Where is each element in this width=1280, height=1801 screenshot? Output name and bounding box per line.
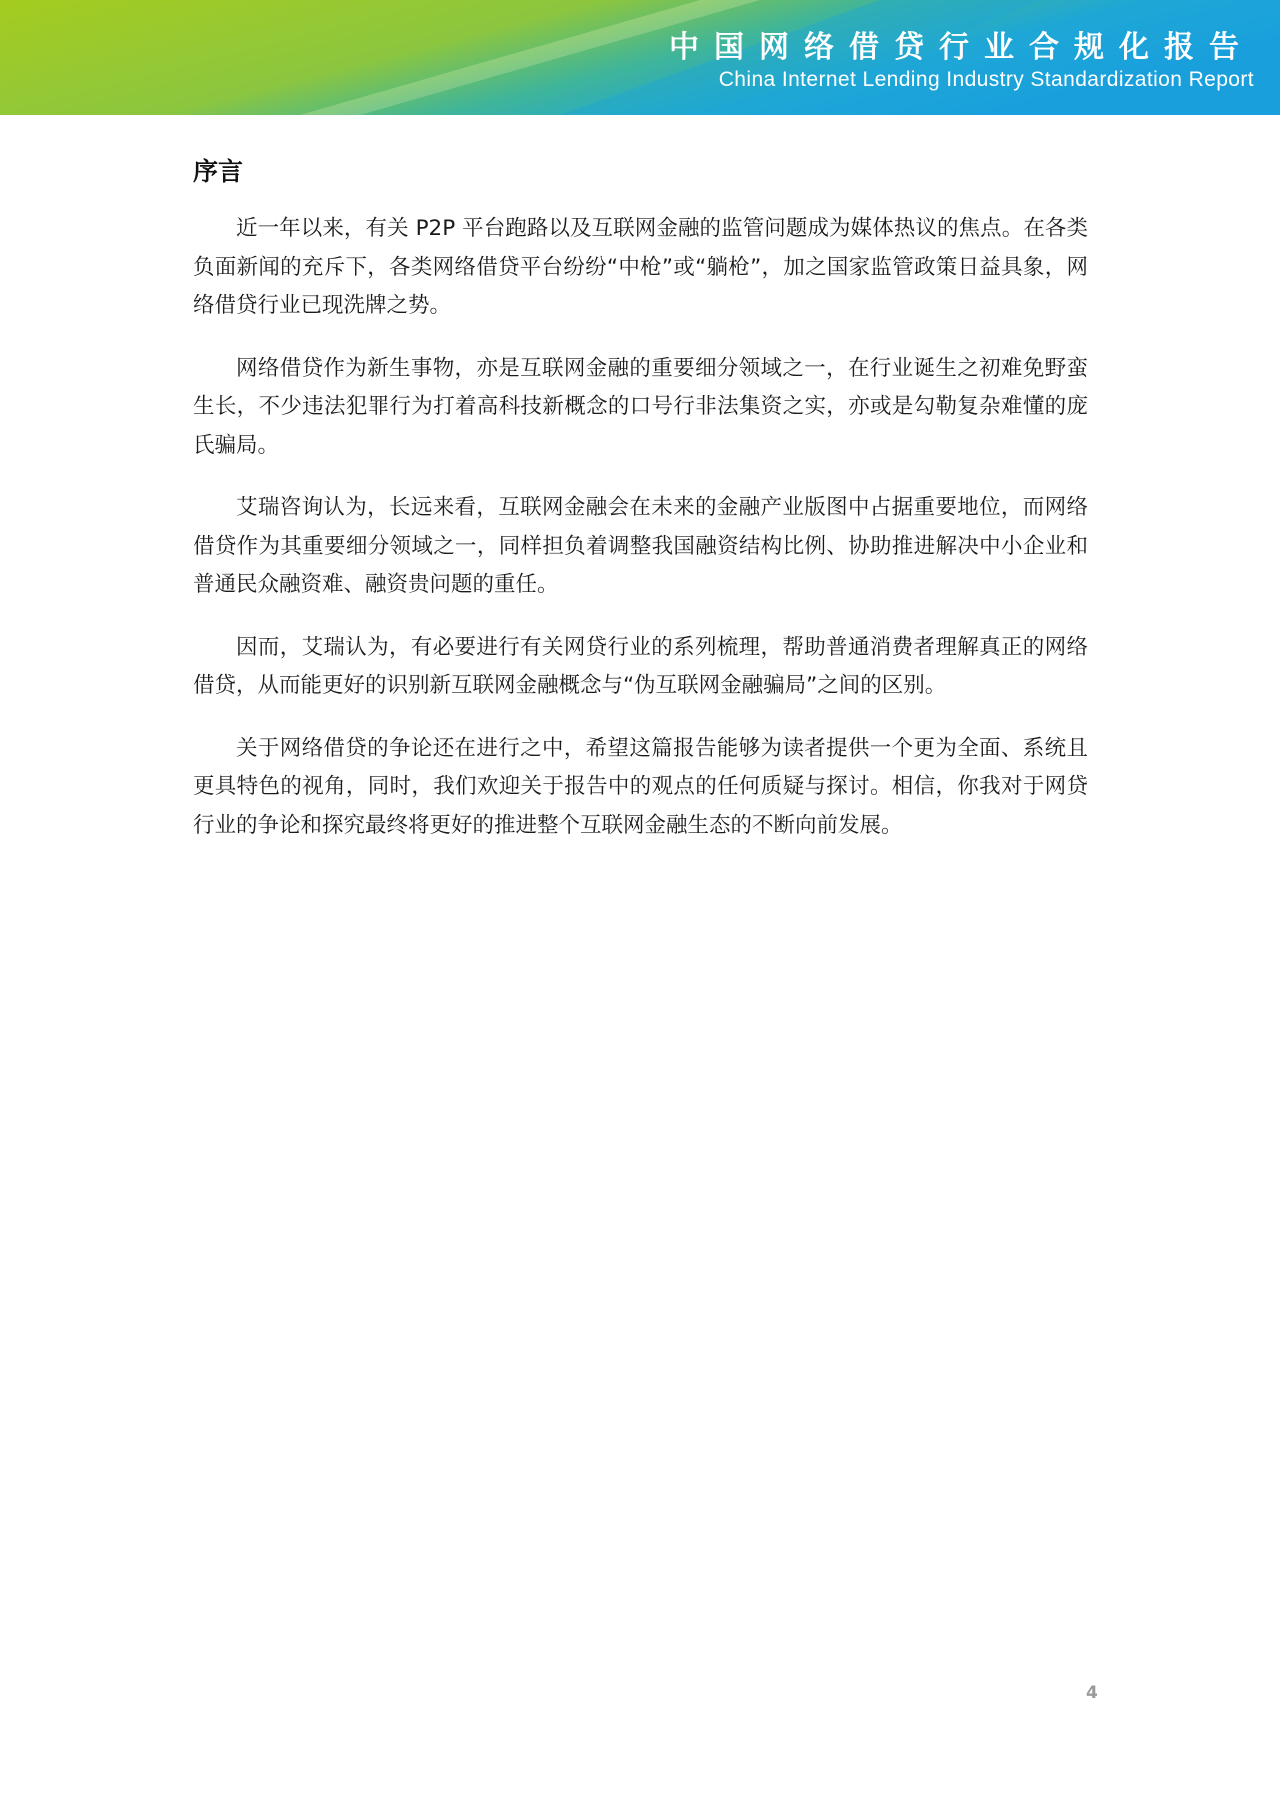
report-title-english: China Internet Lending Industry Standardization Report bbox=[718, 68, 1254, 91]
page-number: 4 bbox=[1086, 1683, 1098, 1703]
report-title-chinese: 中国网络借贷行业合规化报告 bbox=[669, 30, 1254, 65]
header-banner bbox=[0, 0, 1280, 115]
section-heading: 序言 bbox=[193, 157, 244, 186]
paragraph-2: 网络借贷作为新生事物，亦是互联网金融的重要细分领域之一，在行业诞生之初难免野蛮生长，不少违法犯罪行为打着高科技新概念的口号行非法集资之实，亦或是勾勒复杂难懂的庞氏骗局。 bbox=[193, 355, 1088, 458]
paragraph-1: 近一年以来，有关 P2P 平台跑路以及互联网金融的监管问题成为媒体热议的焦点。在各类负面新闻的充斥下，各类网络借贷平台纷纷“中枪”或“躺枪”，加之国家监管政策日益具象，网络借贷行业已现洗牌之势。 bbox=[193, 216, 1088, 318]
main-content bbox=[193, 152, 1088, 869]
paragraph-5: 关于网络借贷的争论还在进行之中，希望这篇报告能够为读者提供一个更为全面、系统且更具特色的视角，同时，我们欢迎关于报告中的观点的任何质疑与探讨。相信，你我对于网贷行业的争论和探究最终将更好的推进整个互联网金融生态的不断向前发展。 bbox=[193, 735, 1088, 838]
paragraph-4: 因而，艾瑞认为，有必要进行有关网贷行业的系列梳理，帮助普通消费者理解真正的网络借贷，从而能更好的识别新互联网金融概念与“伪互联网金融骗局”之间的区别。 bbox=[193, 634, 1088, 698]
paragraph-3: 艾瑞咨询认为，长远来看，互联网金融会在未来的金融产业版图中占据重要地位，而网络借贷作为其重要细分领域之一，同样担负着调整我国融资结构比例、协助推进解决中小企业和普通民众融资难、融资贵问题的重任。 bbox=[193, 495, 1088, 597]
